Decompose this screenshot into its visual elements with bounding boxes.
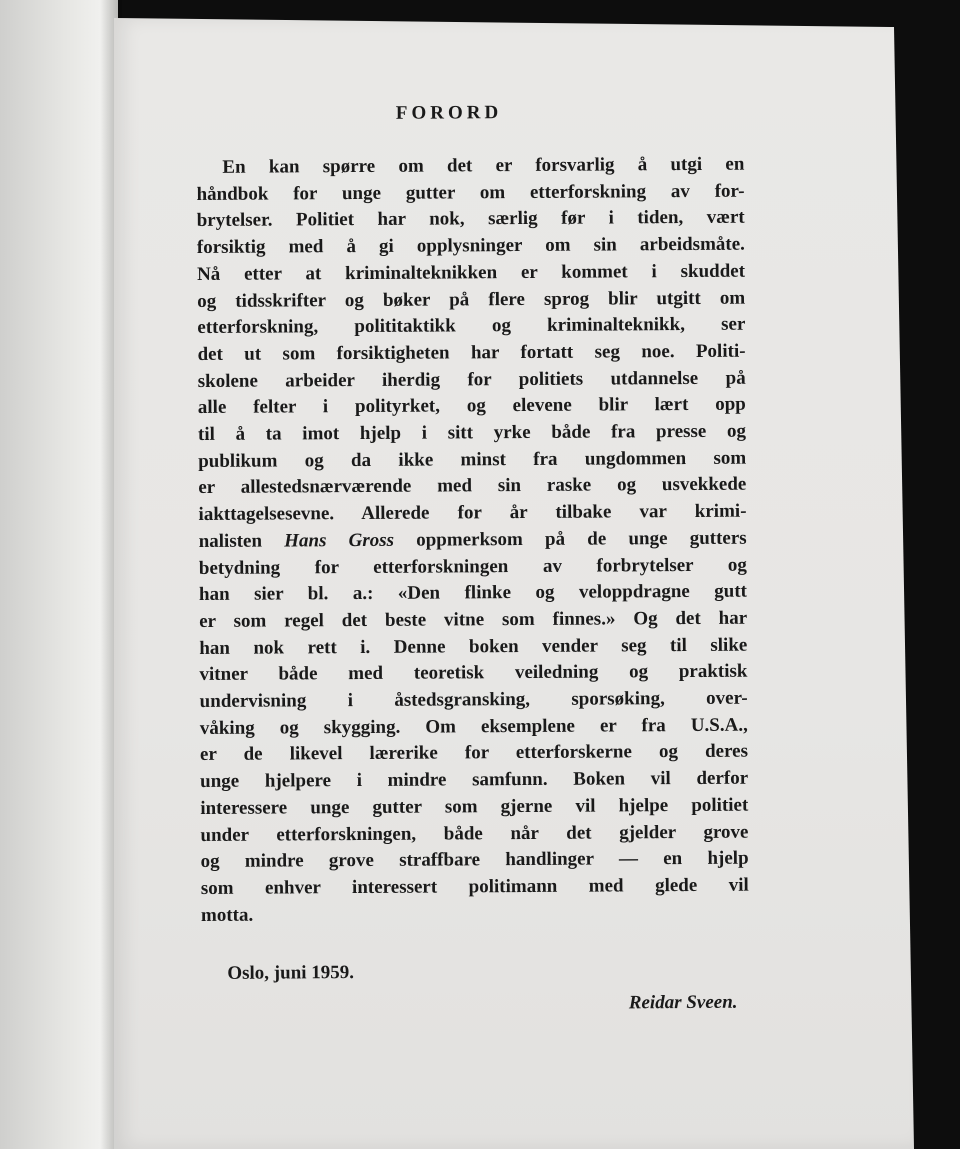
text-line: under etterforskningen, både når det gjelder grove	[200, 821, 749, 846]
text-line: er de likevel lærerike for etterforskerne og deres	[199, 741, 749, 766]
text-line: han sier bl. a.: «Den flinke og veloppdragne gutt	[198, 580, 748, 606]
text-line: vitner både med teoretisk veiledning og praktisk	[199, 661, 748, 686]
text-segment: oppmerksom på de unge gutters	[393, 527, 747, 551]
text-line: brytelser. Politiet har nok, særlig før i tiden, vært	[196, 207, 745, 232]
text-line: undervisning i åstedsgransking, sporsøking, over-	[199, 687, 748, 713]
text-line: håndbok for unge gutter om etterforskning av for-	[196, 180, 745, 205]
text-segment: nalisten	[198, 530, 285, 552]
text-line: betydning for etterforskningen av forbrytelser og	[198, 554, 747, 579]
text-line: skolene arbeider iherdig for politiets utdannelse på	[197, 367, 746, 392]
text-line: han nok rett i. Denne boken vender seg til slike	[199, 634, 748, 659]
page-title: FORORD	[395, 102, 503, 124]
text-line: unge hjelpere i mindre samfunn. Boken vil derfor	[200, 767, 749, 793]
text-line: iakttagelsesevne. Allerede for år tilbake var krimi-	[198, 500, 747, 526]
author-signature: Reidar Sveen.	[628, 992, 738, 1014]
text-line: motta.	[200, 904, 254, 926]
text-line: En kan spørre om det er forsvarlig å utgi en	[222, 153, 745, 178]
text-line: det ut som forsiktigheten har fortatt seg noe. Politi-	[197, 340, 746, 365]
text-line: Nå etter at kriminalteknikken er kommet i skuddet	[196, 260, 746, 285]
text-line	[199, 525, 747, 555]
foreword-text-block	[196, 101, 766, 1018]
text-line: våking og skygging. Om eksemplene er fra U.S.A.,	[199, 714, 748, 739]
text-line: er som regel det beste vitne som finnes.» Og det har	[199, 607, 748, 632]
text-line: alle felter i polityrket, og elevene blir lært opp	[197, 393, 746, 419]
text-line: og tidsskrifter og bøker på flere sprog blir utgitt om	[197, 287, 746, 312]
text-line: etterforskning, polititaktikk og kriminalteknikk, ser	[197, 313, 746, 339]
text-line: og mindre grove straffbare handlinger — en hjelp	[200, 847, 749, 873]
text-line: til å ta imot hjelp i sitt yrke både fra presse og	[197, 420, 747, 446]
text-line: publikum og da ikke minst fra ungdommen som	[198, 447, 747, 472]
italic-name: Hans Gross	[284, 529, 395, 552]
text-line: som enhver interessert politimann med glede vil	[200, 874, 749, 899]
text-line: er allestedsnærværende med sin raske og usvekkede	[198, 474, 747, 499]
foreword-paragraph	[196, 152, 765, 930]
place-and-date: Oslo, juni 1959.	[227, 962, 355, 985]
text-line: interessere unge gutter som gjerne vil hjelpe politiet	[200, 794, 749, 819]
text-line: forsiktig med å gi opplysninger om sin arbeidsmåte.	[196, 233, 745, 259]
